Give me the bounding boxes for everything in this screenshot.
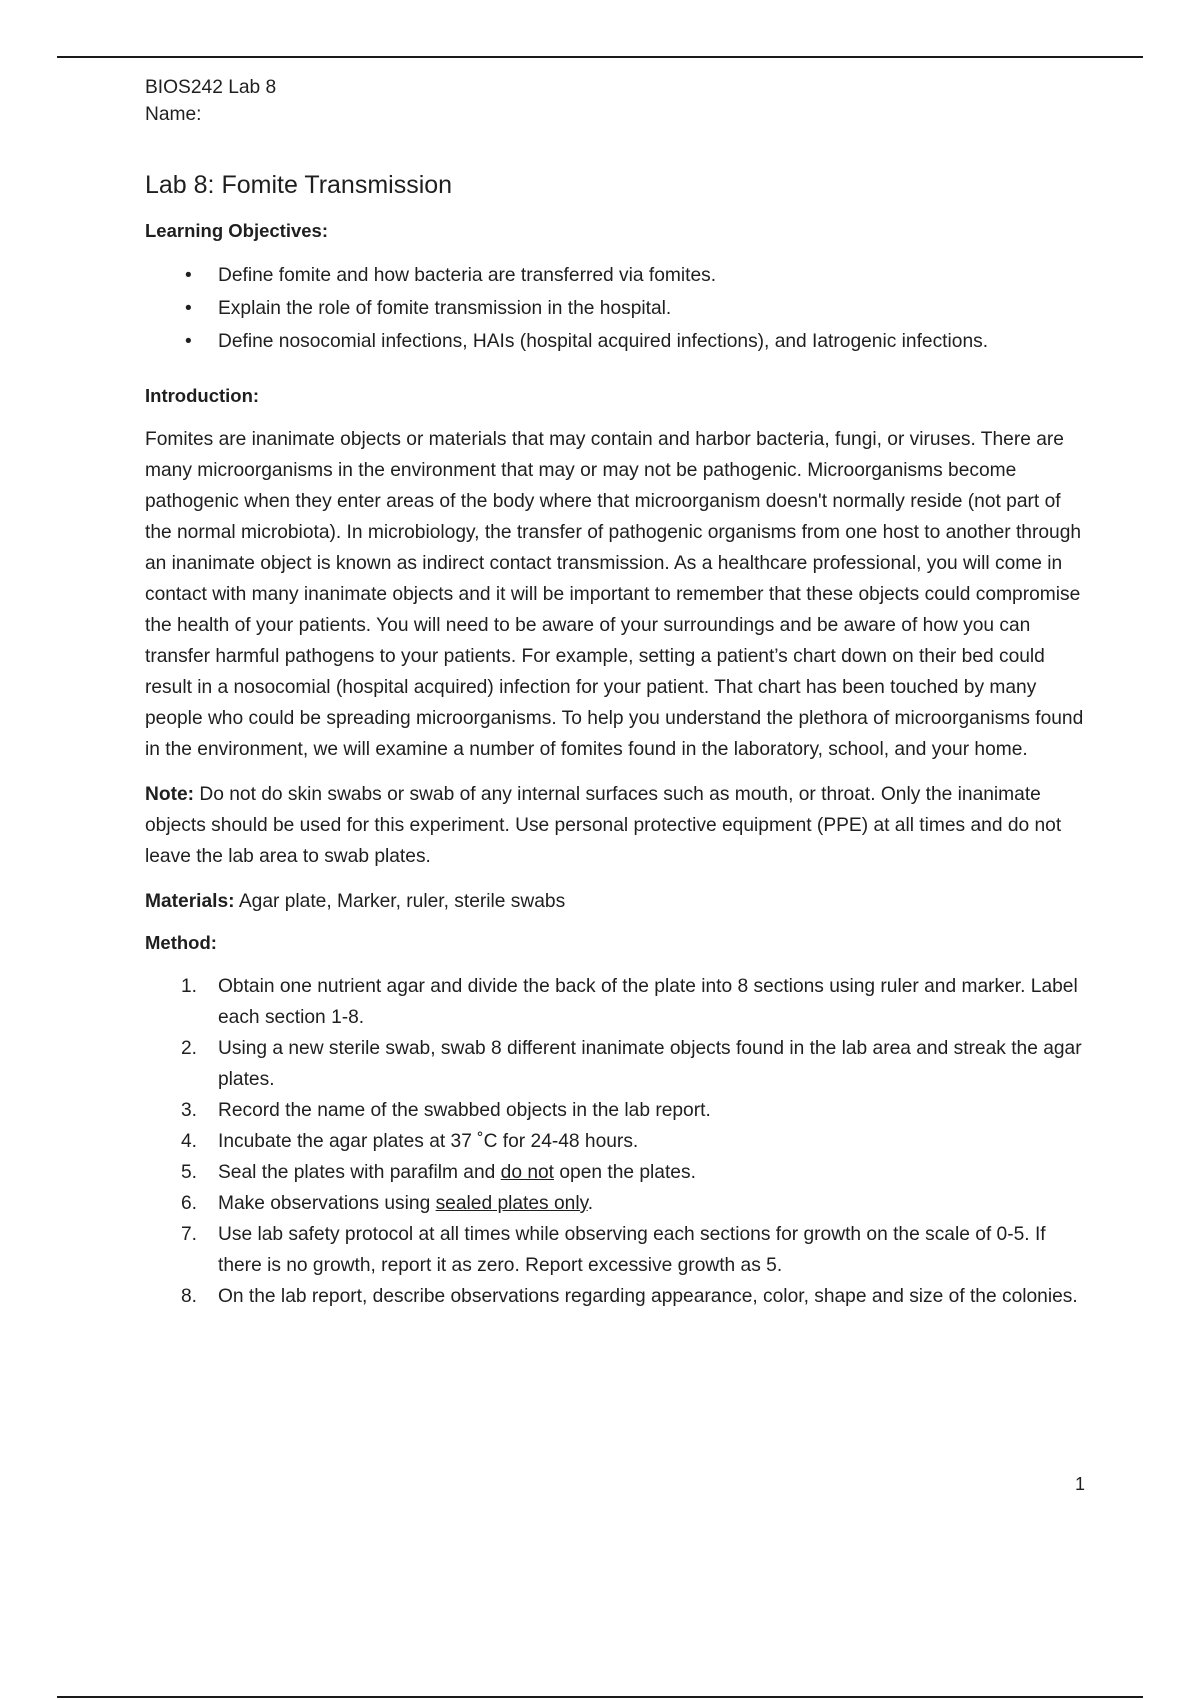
materials-text: Agar plate, Marker, ruler, sterile swabs — [234, 891, 566, 912]
bullet-icon: • — [185, 298, 192, 319]
method-list — [145, 971, 1090, 1312]
list-item — [145, 1188, 1090, 1219]
bullet-icon: • — [185, 331, 192, 352]
step-underlined-text: sealed plates only — [435, 1193, 588, 1214]
step-text: Use lab safety protocol at all times while observing each sections for growth on the scale of 0-5. If there is no growth, report it as zero. Report excessive growth as 5. — [218, 1224, 1046, 1276]
introduction-paragraph: Fomites are inanimate objects or materials that may contain and harbor bacteria, fungi, or viruses. There are many microorganisms in the environment that may or may not be pathogenic. Microorganisms become pathogenic when they enter areas of the body where that microorganism doesn't normally reside (not part of the normal microbiota). In microbiology, the transfer of pathogenic organisms from one host to another through an inanimate object is known as indirect contact transmission. As a healthcare professional, you will come in contact with many inanimate objects and it will be important to remember that these objects could compromise the health of your patients. You will need to be aware of your surroundings and be aware of how you can transfer harmful pathogens to your patients. For example, setting a patient’s chart down on their bed could result in a nosocomial (hospital acquired) infection for your patient. That chart has been touched by many people who could be spreading microorganisms. To help you understand the plethora of microorganisms found in the environment, we will examine a number of fomites found in the laboratory, school, and your home. — [145, 429, 1084, 760]
step-underlined-text: do not — [500, 1162, 555, 1183]
materials-label: Materials: — [145, 891, 235, 912]
step-text: Record the name of the swabbed objects in the lab report. — [218, 1100, 711, 1121]
step-number: 1. — [181, 976, 198, 997]
objectives-heading: Learning Objectives: — [145, 220, 328, 241]
list-item — [145, 1281, 1090, 1312]
note-paragraph — [145, 779, 1090, 872]
step-text-pre: Seal the plates with parafilm and — [218, 1162, 501, 1183]
step-number: 6. — [181, 1193, 198, 1214]
introduction-heading: Introduction: — [145, 385, 260, 406]
name-label: Name: — [145, 104, 202, 125]
footer-rule — [57, 1696, 1143, 1698]
materials-paragraph — [145, 886, 1090, 917]
step-number: 2. — [181, 1038, 198, 1059]
list-item — [145, 1033, 1090, 1095]
bullet-icon: • — [185, 265, 192, 286]
header-rule — [57, 56, 1143, 58]
list-item — [145, 971, 1090, 1033]
list-item — [145, 292, 1090, 325]
list-item — [145, 1219, 1090, 1281]
objectives-list — [145, 259, 1090, 358]
step-text-post: open the plates. — [554, 1162, 696, 1183]
step-text-post: . — [587, 1193, 594, 1214]
method-heading: Method: — [145, 932, 217, 953]
step-text: On the lab report, describe observations regarding appearance, color, shape and size of the colonies. — [218, 1286, 1078, 1307]
step-number: 8. — [181, 1286, 198, 1307]
step-number: 7. — [181, 1224, 198, 1245]
list-item — [145, 325, 1090, 358]
step-text: Incubate the agar plates at 37 ˚C for 24-48 hours. — [218, 1131, 639, 1152]
course-label: BIOS242 Lab 8 — [145, 77, 277, 98]
note-label: Note: — [145, 784, 195, 805]
page-title: Lab 8: Fomite Transmission — [145, 171, 453, 199]
document-body — [145, 74, 1090, 1312]
note-text: Do not do skin swabs or swab of any internal surfaces such as mouth, or throat. Only the inanimate objects should be used for this experiment. Use personal protective equipment (PPE) at all times and do not leave the lab area to swab plates. — [145, 784, 1062, 867]
step-number: 5. — [181, 1162, 198, 1183]
step-number: 3. — [181, 1100, 198, 1121]
list-item — [145, 1157, 1090, 1188]
objective-text: Explain the role of fomite transmission in the hospital. — [218, 298, 672, 319]
list-item — [145, 1126, 1090, 1157]
objective-text: Define nosocomial infections, HAIs (hospital acquired infections), and Iatrogenic infections. — [218, 331, 989, 352]
step-text-pre: Make observations using — [218, 1193, 436, 1214]
objective-text: Define fomite and how bacteria are transferred via fomites. — [218, 265, 717, 286]
step-number: 4. — [181, 1131, 198, 1152]
list-item — [145, 1095, 1090, 1126]
step-text: Obtain one nutrient agar and divide the back of the plate into 8 sections using ruler and marker. Label each section 1-8. — [218, 976, 1078, 1028]
list-item — [145, 259, 1090, 292]
page-number: 1 — [1075, 1474, 1086, 1494]
step-text: Using a new sterile swab, swab 8 different inanimate objects found in the lab area and streak the agar plates. — [218, 1038, 1082, 1090]
